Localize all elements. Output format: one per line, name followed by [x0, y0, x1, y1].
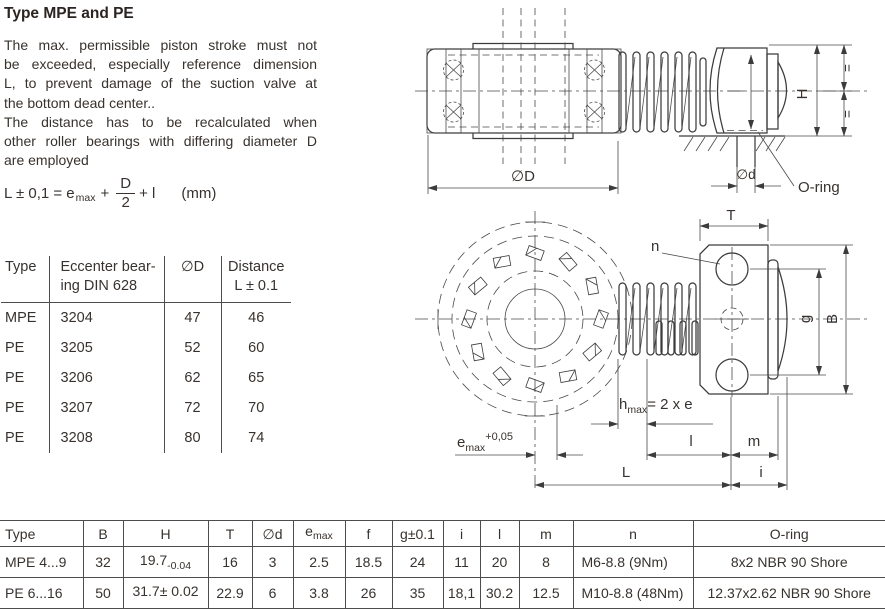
- drawing-front-view: [413, 207, 885, 507]
- col-bearing: [49, 256, 164, 303]
- table-row: [1, 333, 291, 363]
- cell-distance: 65: [221, 363, 291, 393]
- col-type: Type: [0, 521, 83, 547]
- cell-H: [123, 578, 208, 609]
- cell-bearing: 3206: [49, 363, 164, 393]
- cell-type: PE: [5, 430, 25, 446]
- dimension-T: [700, 207, 768, 241]
- col-B: B: [83, 521, 123, 547]
- center-lines: [415, 8, 871, 164]
- o-ring-label: O-ring: [798, 179, 840, 196]
- col-emax-base: e: [305, 523, 313, 539]
- cell-dia-d: 6: [252, 578, 293, 609]
- equal-bottom-label: =: [840, 110, 855, 118]
- spring: [619, 52, 706, 132]
- cell-l: 20: [480, 547, 519, 578]
- ground-surface: [679, 136, 852, 167]
- cell-diameter: 52: [164, 333, 221, 363]
- cell-distance: 46: [221, 303, 291, 334]
- g-label: g: [797, 314, 814, 324]
- cell-g: 24: [392, 547, 443, 578]
- equal-top-label: =: [840, 64, 855, 72]
- col-bearing-line1: Eccenter bear-: [60, 259, 156, 275]
- col-diameter: ∅D: [164, 256, 221, 303]
- header-row: [1, 256, 291, 303]
- intro-line: L, to prevent damage of the suction valve at: [4, 75, 317, 92]
- cell-T: 16: [208, 547, 252, 578]
- cell-oring: 8x2 NBR 90 Shore: [693, 547, 885, 578]
- cell-B: 32: [83, 547, 123, 578]
- intro-text: [4, 36, 317, 170]
- cell-type: MPE 4...9: [0, 547, 83, 578]
- cell-diameter: 72: [164, 393, 221, 423]
- cell-H-tolerance: -0.04: [167, 560, 192, 572]
- cell-diameter: 80: [164, 423, 221, 453]
- col-oring: O-ring: [693, 521, 885, 547]
- intro-line: the bottom dead center..: [4, 94, 155, 111]
- table-row: [0, 578, 885, 609]
- flange-assembly: [700, 245, 787, 397]
- screw-callout-n: [651, 238, 720, 264]
- col-distance: [221, 256, 291, 303]
- col-distance-line1: Distance: [228, 259, 285, 275]
- col-emax: [293, 521, 345, 547]
- bearing-table: [1, 256, 291, 453]
- intro-line: The distance has to be recalculated when: [4, 113, 317, 130]
- cell-emax: 3.8: [293, 578, 345, 609]
- table-row: [1, 423, 291, 453]
- dimension-hmax: [591, 359, 713, 460]
- cell-H-value: 31.7± 0.02: [132, 583, 199, 599]
- formula-plus: +: [100, 184, 110, 202]
- drawing-side-section: [413, 2, 885, 212]
- cell-type: MPE: [5, 310, 37, 326]
- dimension-diameter-d: [711, 167, 781, 193]
- stroke-formula: [4, 170, 216, 216]
- H-label: H: [794, 88, 811, 100]
- cell-i: 11: [443, 547, 480, 578]
- cell-g: 35: [392, 578, 443, 609]
- cell-f: 26: [345, 578, 392, 609]
- col-type: Type: [1, 256, 49, 303]
- cell-H: [123, 547, 208, 578]
- l-label: l: [689, 433, 693, 450]
- col-emax-sub: max: [312, 530, 333, 542]
- n-label: n: [651, 238, 660, 255]
- cell-m: 12.5: [519, 578, 573, 609]
- i-label: i: [759, 464, 763, 481]
- dimension-L: [535, 464, 731, 485]
- col-f: f: [345, 521, 392, 547]
- T-label: T: [726, 207, 736, 224]
- header-row: [0, 521, 885, 547]
- cell-diameter: 47: [164, 303, 221, 334]
- formula-prefix: L ± 0,1 = e: [4, 184, 75, 202]
- cell-i: 18,1: [443, 578, 480, 609]
- intro-line: are employed: [4, 152, 89, 169]
- col-bearing-line2: ing DIN 628: [60, 278, 138, 294]
- dimension-g: [750, 269, 826, 375]
- formula-suffix: + l: [139, 184, 156, 202]
- emax-label: $e_{max}^{+0,05}$: [457, 431, 514, 454]
- cell-bearing: 3207: [49, 393, 164, 423]
- hmax-label: $h_{max}= 2$ x e: [619, 396, 693, 416]
- cell-dia-d: 3: [252, 547, 293, 578]
- cell-n: M6-8.8 (9Nm): [573, 547, 693, 578]
- col-i: i: [443, 521, 480, 547]
- piston-head: [710, 48, 787, 133]
- cell-type: PE: [5, 340, 25, 356]
- fraction-denominator: 2: [121, 193, 130, 211]
- B-label: B: [824, 313, 841, 325]
- cell-distance: 70: [221, 393, 291, 423]
- intro-line: be exceeded, especially reference dimension: [4, 56, 317, 73]
- formula-unit: (mm): [181, 184, 217, 202]
- col-g: g±0.1: [392, 521, 443, 547]
- intro-line: other roller bearings with differing diameter D: [4, 132, 317, 149]
- dia-D-label: ∅D: [511, 168, 535, 185]
- cell-m: 8: [519, 547, 573, 578]
- col-m: m: [519, 521, 573, 547]
- cell-oring: 12.37x2.62 NBR 90 Shore: [693, 578, 885, 609]
- table-row: [1, 393, 291, 423]
- cell-f: 18.5: [345, 547, 392, 578]
- col-dia-d: ∅d: [252, 521, 293, 547]
- cell-type: PE 6...16: [0, 578, 83, 609]
- col-T: T: [208, 521, 252, 547]
- dia-d-label: ∅d: [736, 167, 756, 182]
- cell-l: 30.2: [480, 578, 519, 609]
- dimension-H: [769, 45, 855, 136]
- table-row: [0, 547, 885, 578]
- cell-type: PE: [5, 400, 25, 416]
- cell-B: 50: [83, 578, 123, 609]
- cell-emax: 2.5: [293, 547, 345, 578]
- cell-distance: 74: [221, 423, 291, 453]
- cell-bearing: 3208: [49, 423, 164, 453]
- cell-bearing: 3204: [49, 303, 164, 334]
- formula-fraction: [116, 175, 135, 211]
- table-row: [1, 363, 291, 393]
- cell-type: PE: [5, 370, 25, 386]
- formula-subscript: max: [75, 192, 96, 204]
- suction-valve-dome: [778, 62, 787, 118]
- m-label: m: [747, 433, 761, 450]
- fraction-numerator: D: [116, 175, 135, 193]
- cell-distance: 60: [221, 333, 291, 363]
- page-title: Type MPE and PE: [4, 5, 134, 22]
- dimension-table: [0, 520, 885, 609]
- col-H: H: [123, 521, 208, 547]
- intro-line: The max. permissible piston stroke must not: [4, 37, 317, 53]
- cell-H-value: 19.7: [139, 552, 168, 568]
- col-n: n: [573, 521, 693, 547]
- L-label: L: [621, 464, 631, 481]
- dimension-m: [731, 396, 778, 460]
- cell-T: 22.9: [208, 578, 252, 609]
- cell-diameter: 62: [164, 363, 221, 393]
- cell-n: M10-8.8 (48Nm): [573, 578, 693, 609]
- dimension-diameter-D: [428, 135, 618, 194]
- dimension-emax: [455, 405, 583, 460]
- col-distance-line2: L ± 0.1: [234, 278, 279, 294]
- table-row: [1, 303, 291, 334]
- col-l: l: [480, 521, 519, 547]
- cell-bearing: 3205: [49, 333, 164, 363]
